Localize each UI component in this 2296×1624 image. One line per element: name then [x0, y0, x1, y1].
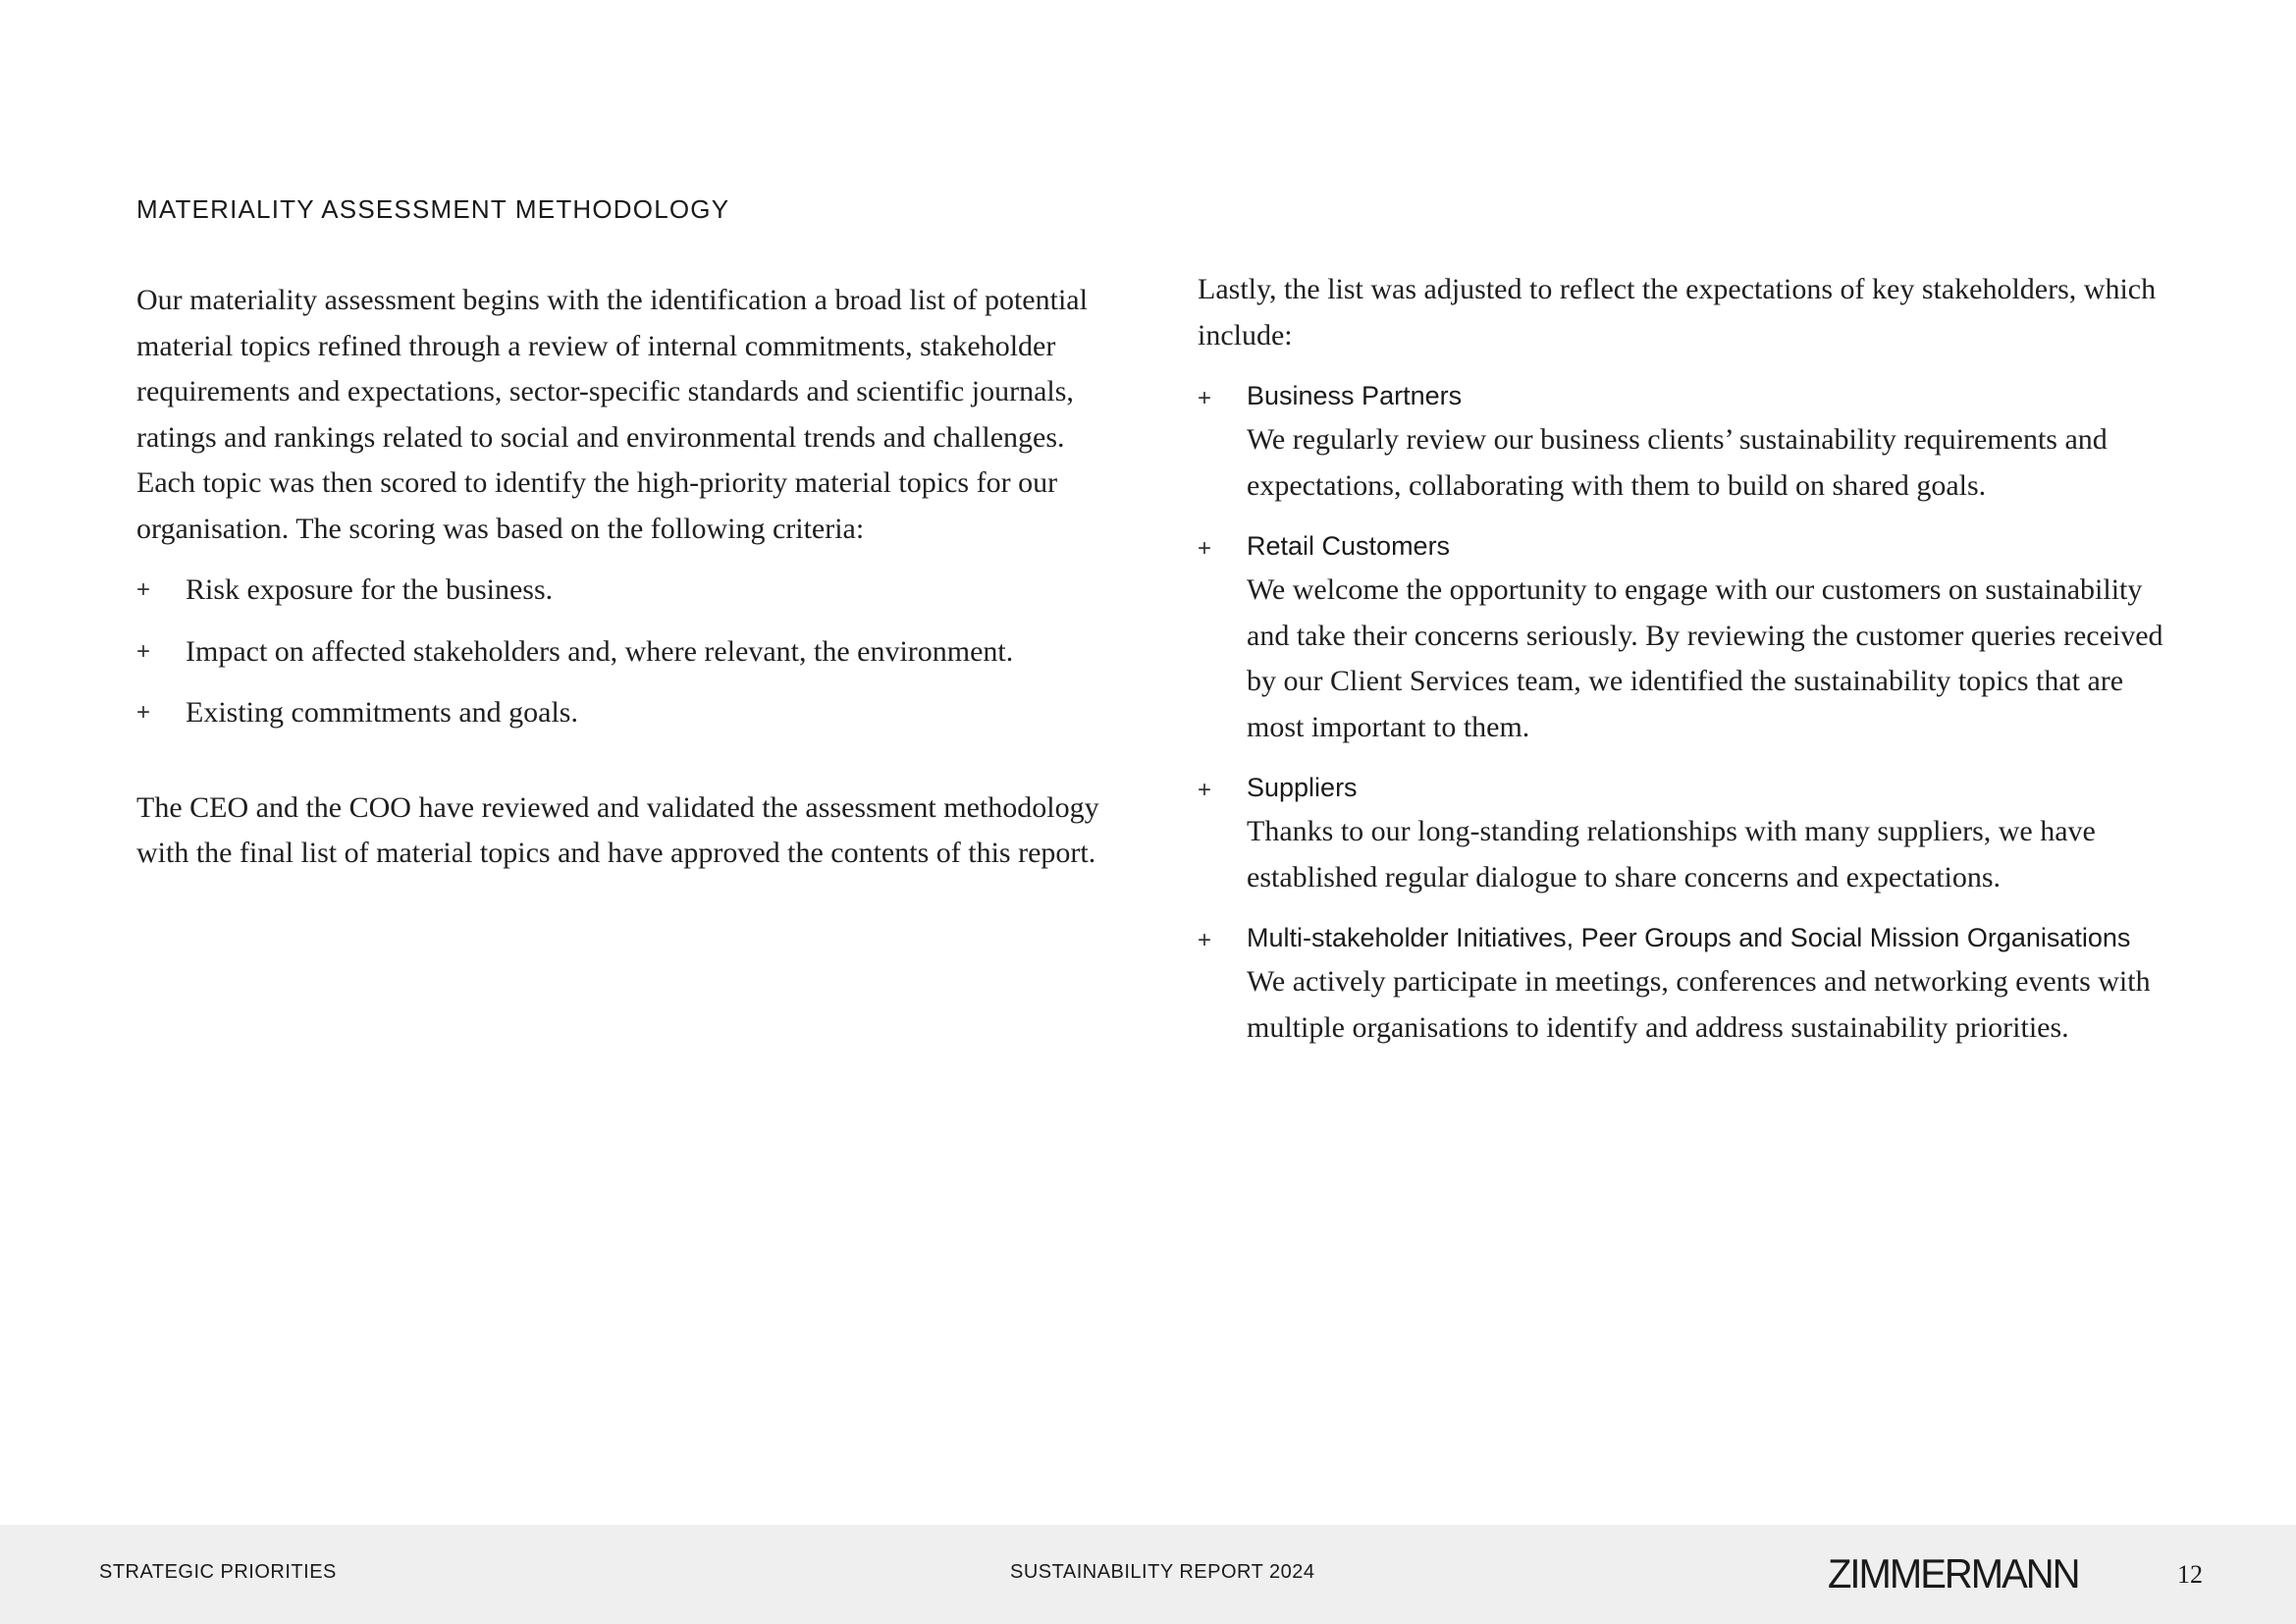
- stakeholder-title: Business Partners: [1247, 381, 1463, 410]
- page-footer: [0, 1525, 2296, 1624]
- stakeholder-title: Suppliers: [1247, 773, 1358, 802]
- criteria-list: [136, 568, 1108, 736]
- stakeholder-item: [1198, 916, 2179, 1051]
- criteria-text: Risk exposure for the business.: [186, 573, 554, 606]
- footer-section-label: STRATEGIC PRIORITIES: [99, 1561, 337, 1583]
- footer-report-title: SUSTAINABILITY REPORT 2024: [1010, 1561, 1315, 1583]
- left-column: [136, 278, 1108, 877]
- plus-bullet-icon: +: [136, 576, 151, 603]
- stakeholders-intro: Lastly, the list was adjusted to reflect the expectations of key stakeholders, which include:: [1198, 273, 2157, 352]
- stakeholder-list: [1198, 374, 2179, 1051]
- plus-bullet-icon: +: [1198, 385, 1212, 411]
- right-column: [1198, 267, 2179, 1066]
- stakeholder-item: [1198, 524, 2179, 750]
- stakeholder-title: Retail Customers: [1247, 531, 1451, 561]
- criteria-item: [136, 568, 1108, 614]
- stakeholder-description: We welcome the opportunity to engage with our customers on sustainability and take their concerns seriously. By reviewing the customer queries received by our Client Services team, we identified the sustainability topics that are most important to them.: [1247, 573, 2163, 743]
- plus-bullet-icon: +: [136, 637, 151, 665]
- criteria-text: Impact on affected stakeholders and, where relevant, the environment.: [186, 634, 1014, 668]
- criteria-item: [136, 629, 1108, 676]
- criteria-item: [136, 690, 1108, 736]
- plus-bullet-icon: +: [1198, 777, 1212, 803]
- stakeholder-item: [1198, 374, 2179, 509]
- plus-bullet-icon: +: [136, 699, 151, 726]
- stakeholder-description: We actively participate in meetings, conferences and networking events with multiple organisations to identify and address sustainability priorities.: [1247, 965, 2151, 1044]
- stakeholder-item: [1198, 766, 2179, 900]
- page-number: 12: [2177, 1560, 2203, 1589]
- approval-paragraph: The CEO and the COO have reviewed and validated the assessment methodology with the final list of material topics and have approved the contents of this report.: [136, 790, 1099, 869]
- stakeholder-title: Multi-stakeholder Initiatives, Peer Groups and Social Mission Organisations: [1247, 923, 2131, 952]
- stakeholder-description: We regularly review our business clients’ sustainability requirements and expectations, collaborating with them to build on shared goals.: [1247, 423, 2108, 502]
- brand-logo: ZIMMERMANN: [1828, 1551, 2079, 1597]
- criteria-text: Existing commitments and goals.: [186, 696, 578, 729]
- section-heading: MATERIALITY ASSESSMENT METHODOLOGY: [136, 194, 730, 224]
- stakeholder-description: Thanks to our long-standing relationships with many suppliers, we have established regular dialogue to share concerns and expectations.: [1247, 815, 2096, 893]
- plus-bullet-icon: +: [1198, 535, 1212, 562]
- plus-bullet-icon: +: [1198, 927, 1212, 953]
- intro-paragraph: Our materiality assessment begins with the identification a broad list of potential material topics refined through a review of internal commitments, stakeholder requirements and expectations, sector-specific standards and scientific journals, ratings and rankings related to social and environmental trends and challenges. Each topic was then scored to identify the high-priority material topics for our organisation. The scoring was based on the following criteria:: [136, 284, 1088, 545]
